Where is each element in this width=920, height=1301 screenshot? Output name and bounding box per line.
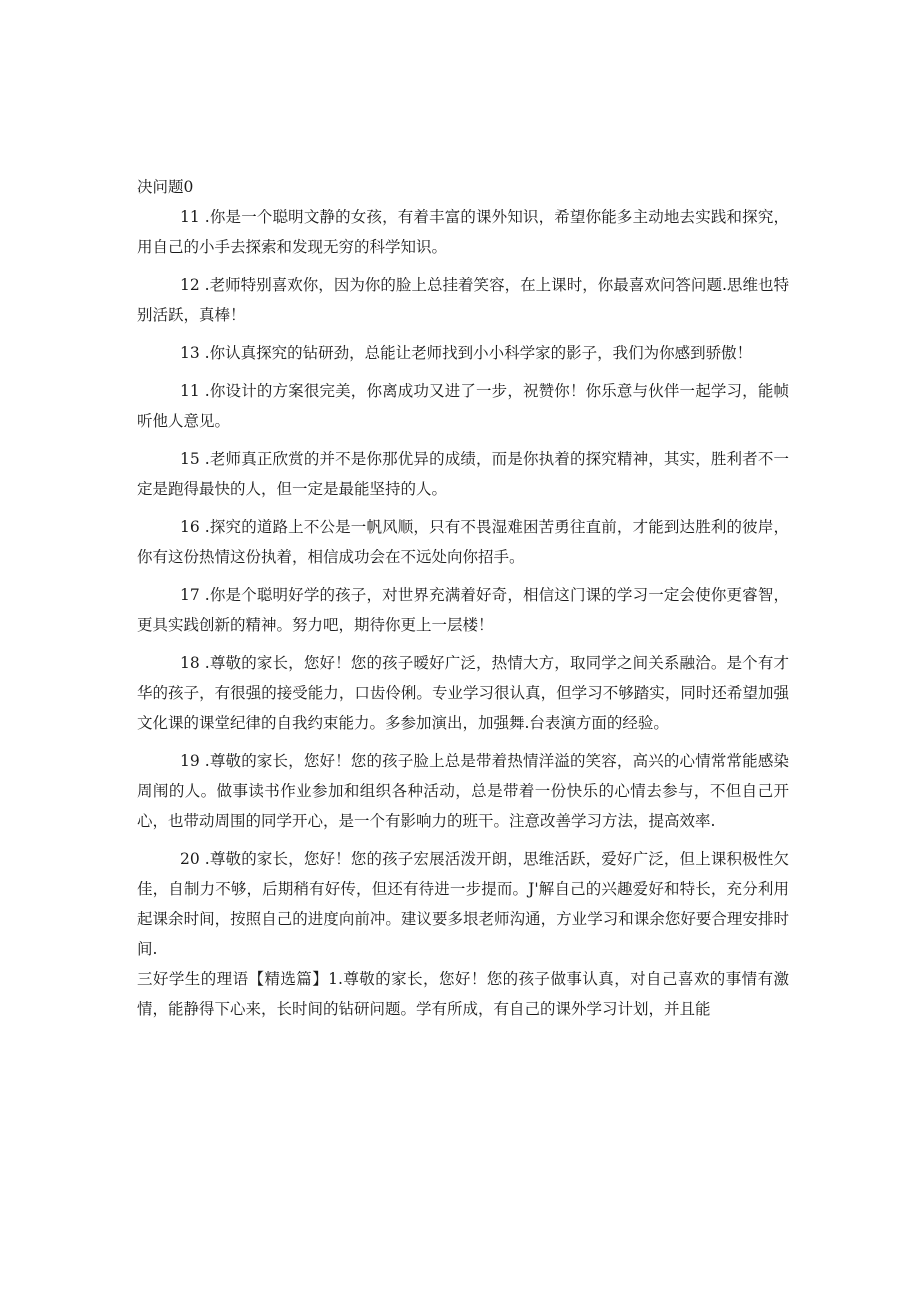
comment-paragraph-18: 18 .尊敬的家长，您好！您的孩子暧好广泛，热情大方，取同学之间关系融洽。是个有才华的孩子，有很强的接受能力，口齿伶俐。专业学习很认真，但学习不够踏实，同时还希望加强文化课的课堂纪律的自我约束能力。多参加演出，加强舞.台表演方面的经验。: [137, 654, 789, 732]
comment-paragraph-11b: 11 .你设计的方案很完美，你离成功又进了一步，祝赞你！你乐意与伙伴一起学习，能帧听他人意见。: [137, 382, 789, 430]
comment-paragraph-19: 19 .尊敬的家长，您好！您的孩子脸上总是带着热情洋溢的笑容，高兴的心情常常能感染周闱的人。做事读书作业参加和组织各种活动，总是带着一份快乐的心情去参与，不但自己开心，也带动周围的同学开心，是一个有影响力的班干。注意改善学习方法，提高效率.: [137, 752, 789, 830]
comment-paragraph-13: 13 .你认真探究的钻研劲，总能让老师找到小小科学家的影子，我们为你感到骄傲！: [180, 344, 753, 362]
comment-paragraph-16: 16 .探究的道路上不公是一帆风顺，只有不畏湿难困苦勇往直前，才能到达胜利的彼岸，你有这份热情这份执着，相信成功会在不远处向你招手。: [137, 518, 789, 566]
comment-paragraph-12: 12 .老师特别喜欢你，因为你的脸上总挂着笑容，在上课时，你最喜欢问答问题.思维也特别活跃，真棒！: [137, 276, 789, 324]
comment-paragraph-20: 20 .尊敬的家长，您好！您的孩子宏展活泼开朗，思维活跃，爱好广泛，但上课积极性欠佳，自制力不够，后期稍有好传，但还有待进一步提而。J'解自己的兴趣爱好和特长，充分利用起课余时间，按照自己的进度向前冲。建议要多垠老师沟通，方业学习和课余您好要合理安排时间.: [137, 850, 789, 958]
section-paragraph-three-good-students: 三好学生的理语【精选篇】1.尊敬的家长，您好！您的孩子做事认真，对自己喜欢的事情有激情，能静得下心来，长时间的钻研问题。学有所成，有自己的课外学习计划，并且能: [137, 970, 789, 1018]
document-body: [137, 172, 789, 1024]
paragraph-fragment: 决问题0: [137, 178, 194, 196]
comment-paragraph-17: 17 .你是个聪明好学的孩子，对世界充满着好奇，相信这门课的学习一定会使你更睿智，更具实践创新的精神。努力吧，期待你更上一层楼！: [137, 586, 789, 634]
comment-paragraph-11a: 11 .你是一个聪明文静的女孩，有着丰富的课外知识，希望你能多主动地去实践和探究，用自己的小手去探索和发现无穷的科学知识。: [137, 208, 789, 256]
comment-paragraph-15: 15 .老师真正欣赏的并不是你那优异的成绩，而是你执着的探究精神，其实，胜利者不一定是跑得最快的人，但一定是最能坚持的人。: [137, 450, 789, 498]
